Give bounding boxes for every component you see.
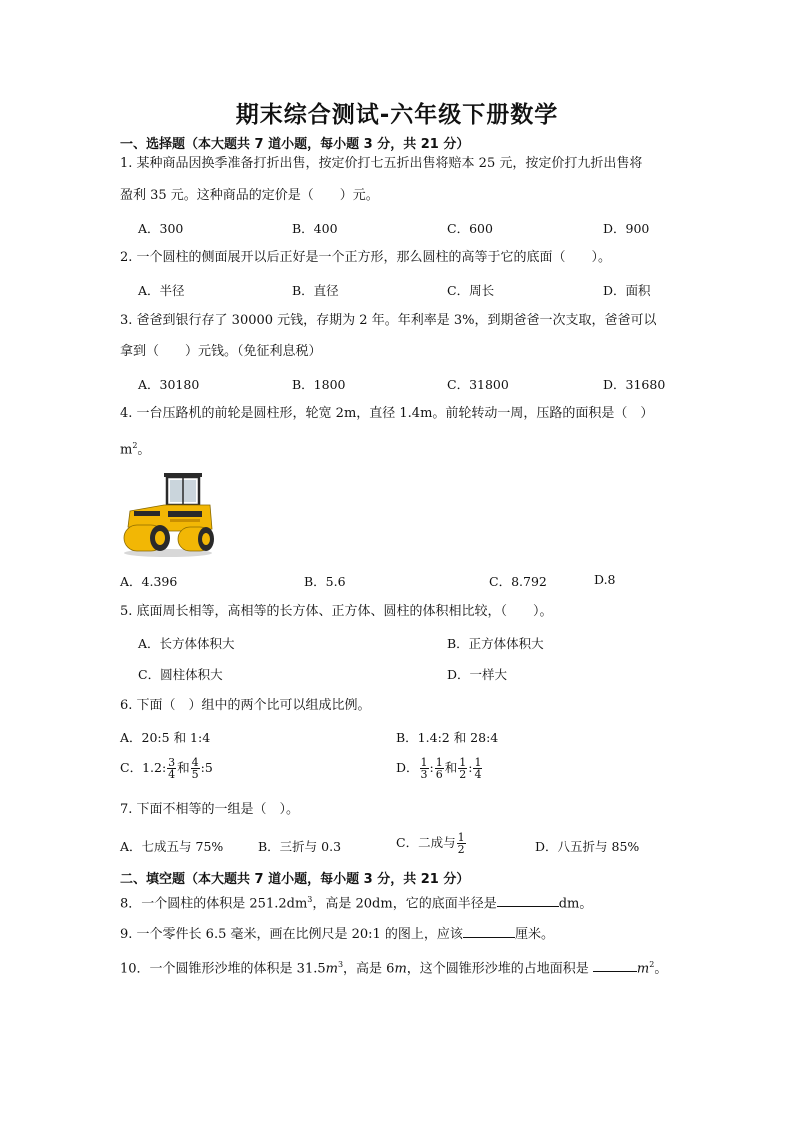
question-7-option-b: B．三折与 0.3: [258, 839, 342, 854]
question-text: 。: [654, 961, 668, 977]
unit-m: m: [120, 442, 133, 458]
answer-blank[interactable]: [463, 923, 515, 938]
numerator: 1: [459, 756, 467, 769]
question-7-line-1: 7. 下面不相等的一组是（ ）。: [120, 802, 300, 817]
question-5-option-b: B．正方体体积大: [447, 636, 544, 651]
fraction: [473, 757, 482, 780]
question-6-option-c: [120, 757, 213, 780]
road-roller-image: [120, 467, 216, 559]
question-1-option-a: A．300: [138, 221, 184, 236]
denominator: 2: [457, 843, 465, 856]
numerator: 1: [457, 831, 465, 844]
question-1-line-2: 盈利 35 元。这种商品的定价是（ ）元。: [120, 188, 379, 203]
question-7-option-c: [396, 832, 467, 855]
question-3-option-c: C．31800: [447, 377, 509, 392]
question-9-line-1: [120, 923, 680, 944]
option-text: C．二成与: [396, 835, 456, 850]
fraction: [191, 757, 200, 780]
question-6-line-1: 6. 下面（ ）组中的两个比可以组成比例。: [120, 698, 371, 713]
question-3-line-2: 拿到（ ）元钱。（免征利息税）: [120, 344, 322, 359]
unit-m: m: [325, 961, 338, 977]
question-text: ，高是 20dm，它的底面半径是: [312, 896, 497, 912]
unit-superscript: 3: [337, 960, 344, 969]
question-text: 9. 一个零件长 6.5 毫米，画在比例尺是 20:1 的图上，应该: [120, 927, 463, 942]
unit-superscript: 2: [132, 441, 138, 450]
denominator: 2: [459, 768, 467, 781]
question-2-option-b: B．直径: [292, 283, 339, 298]
question-4-option-a: A．4.396: [120, 574, 178, 589]
numerator: 1: [435, 756, 443, 769]
numerator: 1: [420, 756, 428, 769]
question-1-option-d: D．900: [603, 221, 650, 236]
question-6-option-d: [396, 757, 483, 780]
question-text: dm。: [558, 896, 593, 912]
unit-superscript: 2: [649, 960, 655, 969]
option-text: C．1.2:: [120, 760, 167, 775]
question-4-line-2: [120, 437, 680, 459]
question-1-option-c: C．600: [447, 221, 493, 236]
question-7-option-a: A．七成五与 75%: [120, 839, 224, 854]
question-3-option-a: A．30180: [138, 377, 200, 392]
question-text: ，这个圆锥形沙堆的占地面积是: [406, 961, 593, 977]
denominator: 6: [435, 768, 443, 781]
option-text: :: [468, 760, 473, 775]
question-4-option-b: B．5.6: [304, 574, 346, 589]
question-5-option-d: D．一样大: [447, 667, 508, 682]
question-8-line-1: [120, 891, 680, 913]
fraction: [420, 757, 429, 780]
question-5-option-c: C．圆柱体积大: [138, 667, 223, 682]
denominator: 4: [168, 768, 176, 781]
unit-m: m: [636, 961, 650, 977]
line-end: 。: [137, 442, 151, 458]
question-4-line-1: 4. 一台压路机的前轮是圆柱形，轮宽 2m，直径 1.4m。前轮转动一周，压路的面积是（ ）: [120, 406, 654, 421]
question-1-option-b: B．400: [292, 221, 338, 236]
question-10-line-1: [120, 956, 685, 978]
question-5-option-a: A．长方体体积大: [138, 636, 235, 651]
option-text: D．: [396, 760, 419, 775]
unit-m: m: [394, 961, 407, 977]
question-3-option-d: D．31680: [603, 377, 666, 392]
question-3-line-1: 3. 爸爸到银行存了 30000 元钱，存期为 2 年。年利率是 3%，到期爸爸一次支取，爸爸可以: [120, 313, 657, 328]
question-2-option-d: D．面积: [603, 283, 651, 298]
question-2-option-a: A．半径: [138, 283, 185, 298]
denominator: 4: [474, 768, 482, 781]
numerator: 1: [474, 756, 482, 769]
question-text: ，高是 6: [343, 961, 395, 977]
question-1-line-1: 1. 某种商品因换季准备打折出售，按定价打七五折出售将赔本 25 元，按定价打九折出售将: [120, 156, 643, 171]
section-heading-fill-in: 二、填空题（本大题共 7 道小题，每小题 3 分，共 21 分）: [120, 872, 470, 887]
fraction: [457, 832, 466, 855]
question-5-line-1: 5. 底面周长相等，高相等的长方体、正方体、圆柱的体积相比较，（ ）。: [120, 604, 553, 619]
answer-blank[interactable]: [497, 892, 559, 907]
page-title: 期末综合测试-六年级下册数学: [235, 102, 559, 128]
option-text: 和: [177, 760, 190, 775]
numerator: 4: [191, 756, 199, 769]
answer-blank[interactable]: [593, 957, 637, 972]
unit-superscript: 3: [307, 895, 313, 904]
fraction: [167, 757, 176, 780]
question-4-option-d: D.8: [594, 572, 616, 587]
question-4-option-c: C．8.792: [489, 574, 547, 589]
denominator: 5: [191, 768, 199, 781]
question-3-option-b: B．1800: [292, 377, 346, 392]
section-heading-choice: 一、选择题（本大题共 7 道小题，每小题 3 分，共 21 分）: [120, 137, 470, 152]
question-6-option-b: B．1.4:2 和 28:4: [396, 730, 499, 745]
fraction: [458, 757, 467, 780]
question-7-option-d: D．八五折与 85%: [535, 839, 640, 854]
denominator: 3: [420, 768, 428, 781]
question-2-line-1: 2. 一个圆柱的侧面展开以后正好是一个正方形，那么圆柱的高等于它的底面（ ）。: [120, 250, 612, 265]
question-6-option-a: A．20:5 和 1:4: [120, 730, 211, 745]
question-text: 10．一个圆锥形沙堆的体积是 31.5: [120, 961, 326, 977]
option-text: :: [429, 760, 434, 775]
fraction: [435, 757, 444, 780]
question-text: 厘米。: [514, 927, 554, 942]
option-text: 和: [444, 760, 458, 775]
numerator: 3: [168, 756, 176, 769]
question-2-option-c: C．周长: [447, 283, 495, 298]
option-text: :5: [200, 760, 213, 775]
question-text: 8．一个圆柱的体积是 251.2dm: [120, 896, 308, 912]
